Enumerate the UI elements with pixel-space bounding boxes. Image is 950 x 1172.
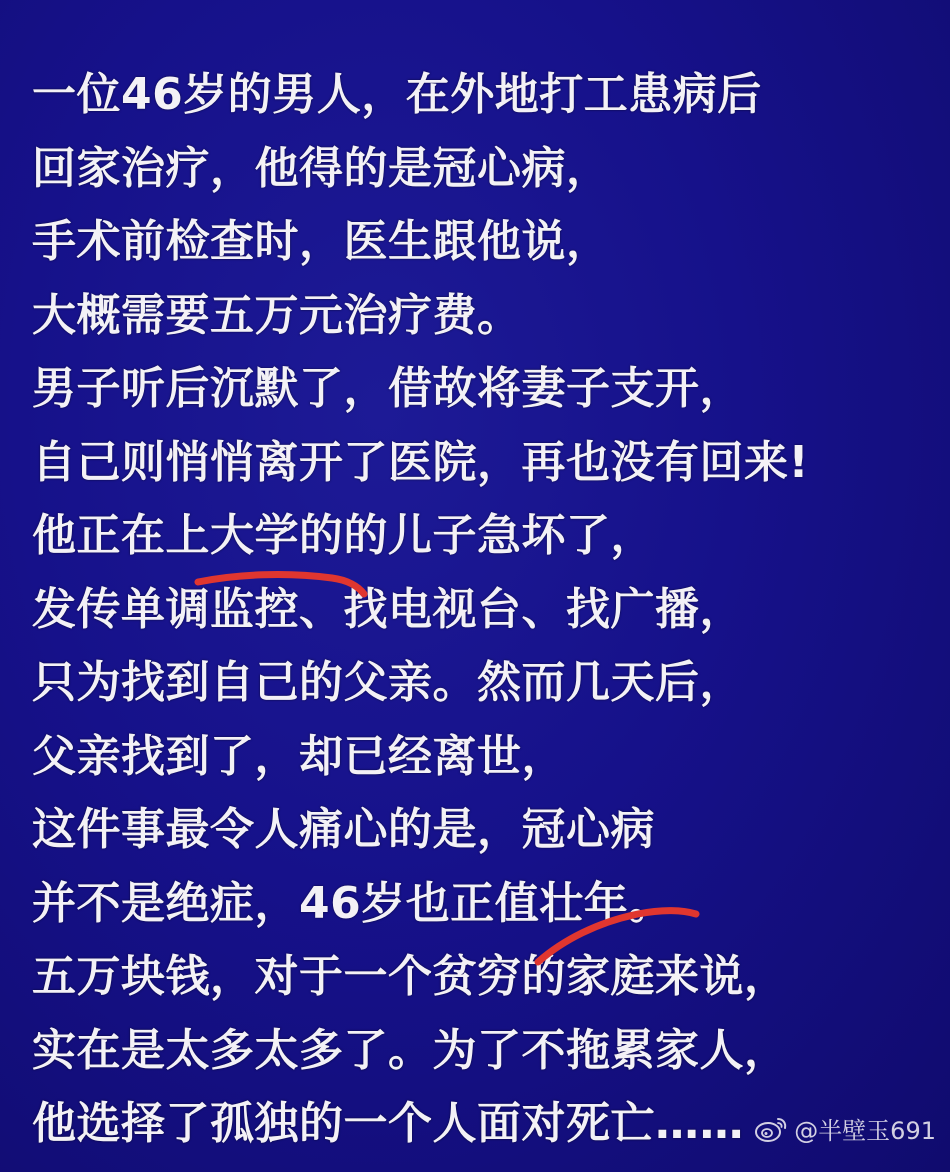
- article-line-6: 自己则悄悄离开了医院，再也没有回来!: [32, 436, 810, 488]
- article-line-14: 实在是太多太多了。为了不拖累家人，: [32, 1024, 789, 1076]
- article-line-11: 这件事最令人痛心的是，冠心病: [32, 804, 655, 855]
- article-line-7: 他正在上大学的的儿子急坏了，: [32, 510, 655, 561]
- article-line-1: 一位46岁的男人，在外地打工患病后: [32, 69, 762, 120]
- article-line-13: 五万块钱，对于一个贫穷的家庭来说，: [32, 951, 789, 1002]
- article-text: [32, 58, 942, 1161]
- article-line-8: 发传单调监控、找电视台、找广播，: [32, 583, 744, 635]
- article-line-9: 只为找到自己的父亲。然而几天后，: [32, 657, 744, 708]
- article-line-15: 他选择了孤独的一个人面对死亡……: [32, 1098, 744, 1149]
- article-line-3: 手术前检查时，医生跟他说，: [32, 216, 611, 267]
- weibo-watermark: [754, 1111, 936, 1146]
- weibo-icon: [754, 1115, 788, 1143]
- article-line-4: 大概需要五万元治疗费。: [32, 289, 522, 341]
- article-line-12: 并不是绝症，46岁也正值壮年。: [32, 877, 673, 929]
- watermark-text: @半壁玉691: [794, 1117, 936, 1145]
- article-line-5: 男子听后沉默了，借故将妻子支开，: [32, 363, 744, 414]
- article-line-2: 回家治疗，他得的是冠心病，: [32, 142, 611, 194]
- article-line-10: 父亲找到了，却已经离世，: [32, 730, 566, 782]
